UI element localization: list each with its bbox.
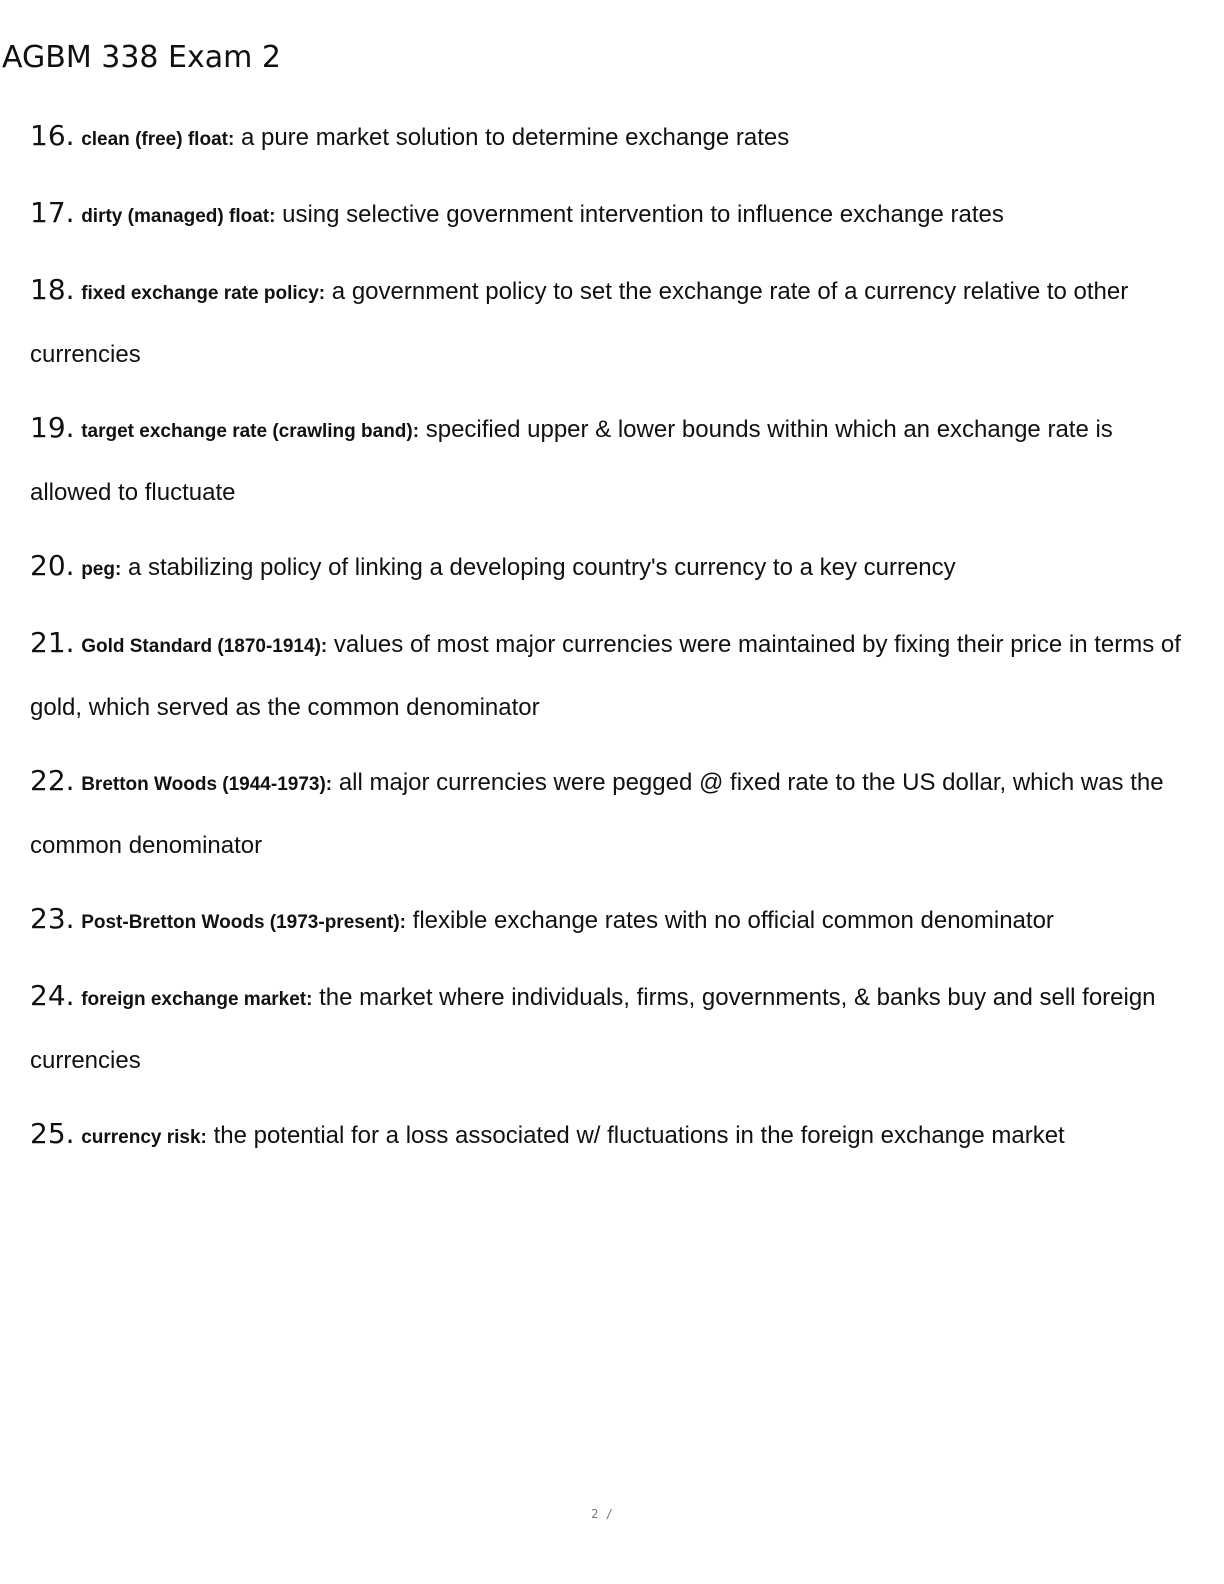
item-number: 17. bbox=[30, 196, 75, 229]
page-number: 2 / bbox=[591, 1507, 613, 1521]
item-number: 21. bbox=[30, 626, 75, 659]
list-item bbox=[30, 1103, 1200, 1168]
item-number: 22. bbox=[30, 764, 75, 797]
list-item bbox=[30, 397, 1200, 523]
item-number: 18. bbox=[30, 273, 75, 306]
item-number: 16. bbox=[30, 119, 75, 152]
term-definition: the potential for a loss associated w/ fluctuations in the foreign exchange market bbox=[213, 1122, 1065, 1149]
term-definition: using selective government intervention to influence exchange rates bbox=[282, 201, 1004, 228]
term-label: fixed exchange rate policy: bbox=[81, 283, 326, 304]
item-number: 19. bbox=[30, 411, 75, 444]
term-label: peg: bbox=[81, 559, 122, 580]
term-definition: values of most major currencies were maintained by fixing their price in terms of gold, which served as the common denominator bbox=[30, 631, 1181, 721]
list-item bbox=[30, 535, 1200, 600]
page-title: AGBM 338 Exam 2 bbox=[2, 40, 281, 75]
item-number: 25. bbox=[30, 1117, 75, 1150]
term-label: Gold Standard (1870-1914): bbox=[81, 636, 328, 657]
term-definition: the market where individuals, firms, governments, & banks buy and sell foreign currencies bbox=[30, 984, 1156, 1074]
term-definition: all major currencies were pegged @ fixed rate to the US dollar, which was the common denominator bbox=[30, 769, 1164, 859]
item-number: 20. bbox=[30, 549, 75, 582]
term-definition: a government policy to set the exchange rate of a currency relative to other currencies bbox=[30, 278, 1129, 368]
list-item bbox=[30, 750, 1200, 876]
list-item bbox=[30, 965, 1200, 1091]
term-label: dirty (managed) float: bbox=[81, 206, 276, 227]
term-definition: a stabilizing policy of linking a developing country's currency to a key currency bbox=[127, 554, 956, 581]
list-item bbox=[30, 888, 1200, 953]
term-definition: a pure market solution to determine exchange rates bbox=[240, 124, 790, 151]
term-definition: flexible exchange rates with no official common denominator bbox=[412, 907, 1054, 934]
term-label: Post-Bretton Woods (1973-present): bbox=[81, 912, 406, 933]
item-number: 24. bbox=[30, 979, 75, 1012]
term-label: target exchange rate (crawling band): bbox=[81, 421, 420, 442]
term-list bbox=[30, 105, 1200, 1180]
item-number: 23. bbox=[30, 902, 75, 935]
list-item bbox=[30, 259, 1200, 385]
list-item bbox=[30, 105, 1200, 170]
term-definition: specified upper & lower bounds within which an exchange rate is allowed to fluctuate bbox=[30, 416, 1113, 506]
term-label: clean (free) float: bbox=[81, 129, 235, 150]
list-item bbox=[30, 182, 1200, 247]
term-label: Bretton Woods (1944-1973): bbox=[81, 774, 333, 795]
term-label: foreign exchange market: bbox=[81, 989, 313, 1010]
list-item bbox=[30, 612, 1200, 738]
term-label: currency risk: bbox=[81, 1127, 207, 1148]
